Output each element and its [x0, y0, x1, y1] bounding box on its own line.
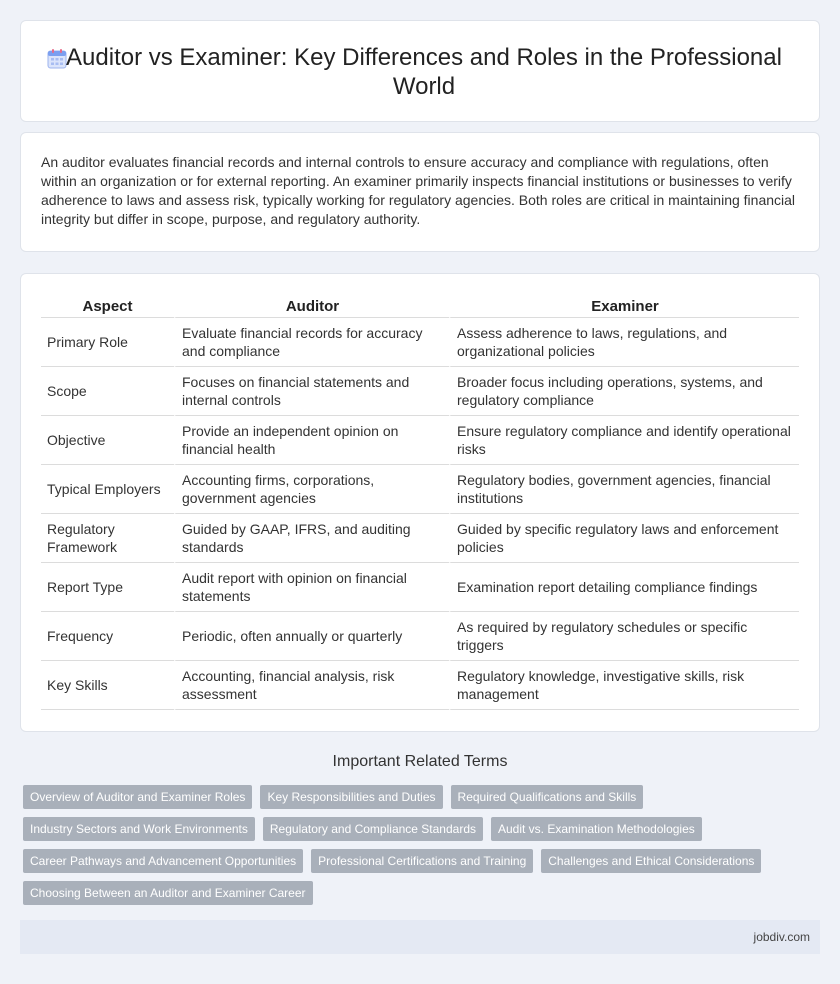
related-term-tag[interactable]: Key Responsibilities and Duties [260, 785, 442, 809]
related-term-tag[interactable]: Industry Sectors and Work Environments [23, 817, 255, 841]
table-row [41, 661, 799, 710]
related-term-tag[interactable]: Regulatory and Compliance Standards [263, 817, 483, 841]
table-cell: Regulatory Framework [41, 514, 174, 563]
related-term-tag[interactable]: Overview of Auditor and Examiner Roles [23, 785, 252, 809]
column-header-aspect: Aspect [41, 296, 174, 318]
table-cell: Guided by GAAP, IFRS, and auditing standards [174, 514, 449, 563]
table-row [41, 465, 799, 514]
related-terms-list [23, 785, 817, 913]
related-term-tag[interactable]: Choosing Between an Auditor and Examiner Career [23, 881, 313, 905]
related-term-tag[interactable]: Career Pathways and Advancement Opportunities [23, 849, 303, 873]
table-cell: Provide an independent opinion on financial health [174, 416, 449, 465]
table-cell: Periodic, often annually or quarterly [174, 612, 449, 661]
table-header-row [41, 296, 799, 318]
table-cell: As required by regulatory schedules or specific triggers [449, 612, 799, 661]
table-cell: Accounting, financial analysis, risk assessment [174, 661, 449, 710]
table-cell: Regulatory knowledge, investigative skills, risk management [449, 661, 799, 710]
table-row [41, 563, 799, 612]
table-cell: Assess adherence to laws, regulations, and organizational policies [449, 318, 799, 367]
table-row [41, 318, 799, 367]
column-header-auditor: Auditor [174, 296, 449, 318]
table-cell: Focuses on financial statements and internal controls [174, 367, 449, 416]
related-term-tag[interactable]: Challenges and Ethical Considerations [541, 849, 761, 873]
table-cell: Broader focus including operations, systems, and regulatory compliance [449, 367, 799, 416]
table-cell: Guided by specific regulatory laws and enforcement policies [449, 514, 799, 563]
related-terms-title: Important Related Terms [332, 753, 508, 770]
table-cell: Scope [41, 367, 174, 416]
footer-site-link[interactable]: jobdiv.com [753, 930, 810, 944]
table-cell: Ensure regulatory compliance and identify operational risks [449, 416, 799, 465]
intro-paragraph: An auditor evaluates financial records and internal controls to ensure accuracy and compliance with regulations, often within an organization or for external reporting. An examiner primarily inspects financial institutions or businesses to verify adherence to laws and assess risk, typically working for regulatory agencies. Both roles are critical in maintaining financial integrity but differ in scope, purpose, and regulatory authority. [41, 154, 796, 227]
table-cell: Accounting firms, corporations, government agencies [174, 465, 449, 514]
intro-card [20, 132, 820, 252]
table-cell: Primary Role [41, 318, 174, 367]
table-cell: Audit report with opinion on financial statements [174, 563, 449, 612]
table-cell: Frequency [41, 612, 174, 661]
table-row [41, 367, 799, 416]
table-cell: Report Type [41, 563, 174, 612]
table-row [41, 514, 799, 563]
related-term-tag[interactable]: Professional Certifications and Training [311, 849, 533, 873]
table-cell: Examination report detailing compliance findings [449, 563, 799, 612]
table-cell: Typical Employers [41, 465, 174, 514]
comparison-card [20, 273, 820, 732]
related-term-tag[interactable]: Audit vs. Examination Methodologies [491, 817, 702, 841]
table-cell: Evaluate financial records for accuracy and compliance [174, 318, 449, 367]
related-term-tag[interactable]: Required Qualifications and Skills [451, 785, 644, 809]
table-cell: Regulatory bodies, government agencies, financial institutions [449, 465, 799, 514]
footer [20, 920, 820, 954]
table-cell: Objective [41, 416, 174, 465]
table-row [41, 612, 799, 661]
table-row [41, 416, 799, 465]
column-header-examiner: Examiner [449, 296, 799, 318]
page-title: Auditor vs Examiner: Key Differences and Roles in the Professional World [66, 44, 782, 100]
table-cell: Key Skills [41, 661, 174, 710]
header-card [20, 20, 820, 122]
comparison-table [41, 296, 799, 710]
